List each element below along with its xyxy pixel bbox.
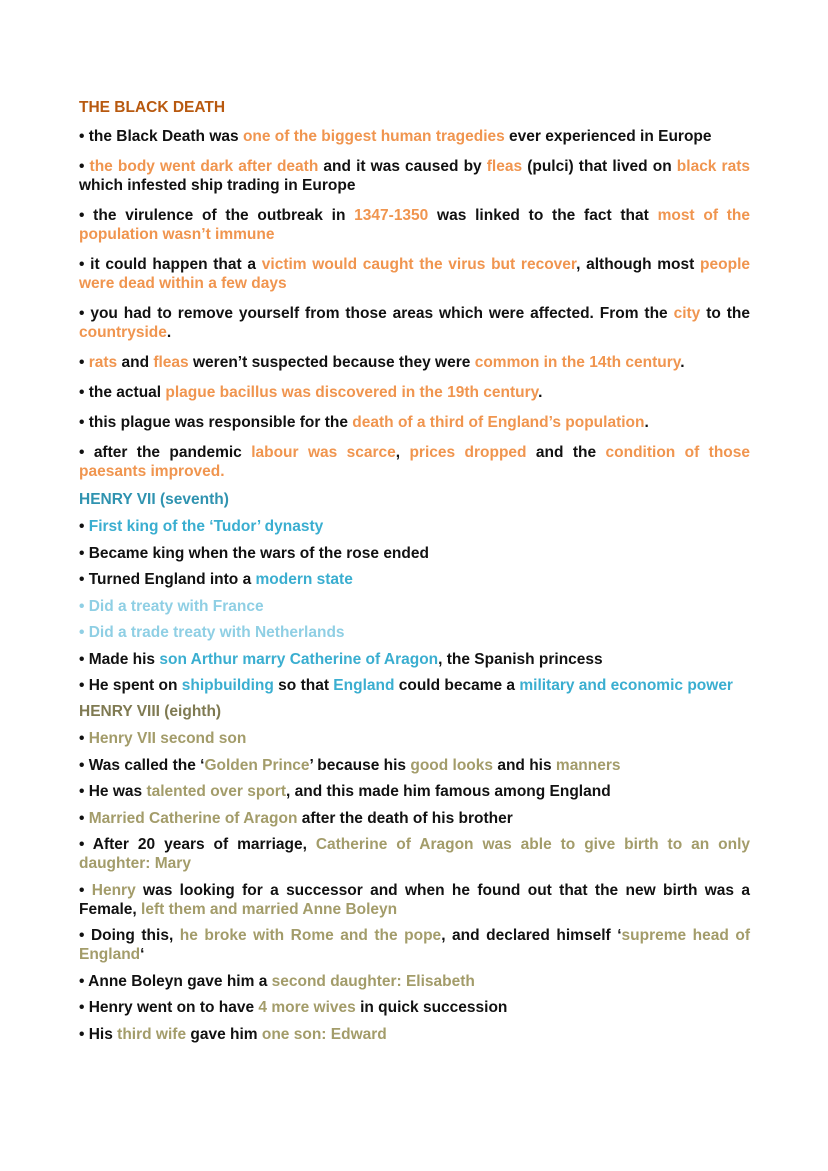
bullet-text: • this plague was responsible for the [79,414,353,431]
highlight-text: shipbuilding [181,677,274,694]
bullet-item [79,443,750,481]
bullet-text: gave him [186,1025,262,1043]
bullet-text: • the virulence of the outbreak in [79,207,355,224]
bullet-text: • you had to remove yourself from those areas which were affected. From the [79,305,674,322]
bullet-item [79,383,750,402]
highlight-text: left them and married Anne Boleyn [141,900,398,918]
bullet-text: and his [493,756,556,774]
bullet-text: . [680,354,685,371]
highlight-text: 1347-1350 [354,207,429,224]
bullet-text: ’ because his [309,756,411,774]
bullet-text: • Turned England into a [79,571,256,588]
highlight-text: England [333,677,395,694]
highlight-text: fleas [153,354,189,371]
bullet-item [79,729,750,748]
bullet-text: and it was caused by [318,158,487,175]
bullet-item [79,809,750,828]
bullet-text: • He was [79,783,147,800]
bullet-text: • Doing this, [79,927,180,944]
bullet-text: • [79,518,89,535]
highlight-text: death of a third of England’s population [352,414,645,431]
henry-vii-list [79,517,750,695]
bullet-text: • After 20 years of marriage, [79,836,316,853]
bullet-item [79,650,750,669]
bullet-item [79,782,750,801]
bullet-item [79,676,750,695]
highlight-text: First king of the ‘Tudor’ dynasty [88,518,324,535]
bullet-item [79,353,750,372]
bullet-text: to the [700,305,750,322]
bullet-text: • Henry went on to have [79,999,259,1016]
bullet-text: weren’t suspected because they were [188,354,475,371]
section-heading-black-death: THE BLACK DEATH [79,99,226,116]
highlight-text: prices dropped [409,444,527,461]
bullet-item [79,623,750,642]
bullet-text: • He spent on [79,677,182,694]
bullet-text: • [79,809,89,827]
highlight-text: condition of those paesants improved. [79,444,750,480]
bullet-text: ever experienced in Europe [504,128,712,145]
bullet-text: , and declared himself ‘ [441,927,622,944]
bullet-text: was looking for a successor and when he found out that the new birth was a Female, [79,881,750,918]
bullet-text: • [79,881,92,899]
bullet-text: was linked to the fact that [428,207,658,224]
highlight-text: people were dead within a few days [79,256,750,292]
section-heading-henry-viii: HENRY VIII (eighth) [79,703,222,720]
bullet-text: . [166,324,172,341]
bullet-item [79,157,750,195]
bullet-item [79,517,750,536]
bullet-item [79,972,750,991]
highlight-text: most of the population wasn’t immune [79,207,750,243]
bullet-item [79,544,750,563]
highlight-text: Catherine of Aragon was able to give birth to an only daughter: Mary [79,836,750,872]
document-page [79,98,750,1044]
bullet-item [79,756,750,775]
bullet-text: after the death of his brother [297,809,513,827]
highlight-text: black rats [676,158,750,175]
highlight-text: countryside [79,324,167,341]
bullet-text: • the Black Death was [79,128,243,145]
highlight-text: city [673,305,701,322]
highlight-text: son Arthur marry Catherine of Aragon [159,650,439,668]
section-black-death [79,98,750,481]
bullet-text: which infested ship trading in Europe [79,177,356,194]
highlight-text: 4 more wives [258,999,356,1016]
section-henry-viii [79,702,750,1044]
highlight-text: Golden Prince [204,756,310,774]
highlight-text: third wife [117,1025,187,1043]
bullet-text: • after the pandemic [79,444,252,461]
highlight-text: one son: Edward [261,1025,387,1043]
highlight-text: he broke with Rome and the pope [179,927,442,944]
bullet-text: in quick succession [355,999,508,1016]
highlight-text: one of the biggest human tragedies [242,128,505,145]
highlight-text: good looks [410,756,494,774]
bullet-text: and the [526,444,606,461]
highlight-text: Henry VII second son [88,730,247,747]
bullet-text: • it could happen that a [79,256,262,273]
bullet-item [79,570,750,589]
highlight-text: Did a trade treaty with Netherlands [88,624,345,641]
bullet-item [79,881,750,919]
highlight-text: talented over sport [146,783,286,800]
bullet-text: . [644,414,649,431]
bullet-item [79,998,750,1017]
highlight-text: common in the 14th century [474,354,681,371]
bullet-text: • the actual [79,384,166,401]
highlight-text: rats [88,354,118,371]
bullet-item [79,926,750,964]
bullet-item [79,255,750,293]
bullet-item [79,206,750,244]
bullet-text: could became a [394,677,520,694]
bullet-item [79,413,750,432]
highlight-text: military and economic power [519,677,733,694]
section-heading-henry-vii: HENRY VII (seventh) [79,491,229,508]
bullet-text: • Anne Boleyn gave him a [79,972,272,990]
bullet-text: , although most [576,256,701,273]
bullet-text: • [79,730,89,747]
bullet-text: , and this made him famous among England [286,783,611,800]
bullet-text: (pulci) that lived on [522,158,677,175]
section-henry-vii [79,490,750,695]
bullet-text: • [79,158,90,175]
bullet-text: • Was called the ‘ [79,756,205,774]
bullet-text: and [117,354,154,371]
bullet-text: • Made his [79,650,160,668]
highlight-text: Henry [91,881,136,899]
bullet-item [79,835,750,873]
highlight-text: • [79,624,89,641]
highlight-text: plague bacillus was discovered in the 19th century [165,384,539,401]
highlight-text: supreme head of England [79,927,750,963]
bullet-text: , [395,444,410,461]
highlight-text: labour was scarce [251,444,396,461]
bullet-item [79,127,750,146]
bullet-text: • Became king when the wars of the rose ended [79,544,429,562]
bullet-text: • His [79,1025,118,1043]
bullet-text: . [538,384,543,401]
bullet-item [79,597,750,616]
bullet-text: , the Spanish princess [438,650,603,668]
highlight-text: victim would caught the virus but recover [261,256,577,273]
highlight-text: modern state [255,571,353,588]
highlight-text: fleas [486,158,523,175]
highlight-text: Married Catherine of Aragon [88,809,298,827]
highlight-text: • [79,597,89,615]
bullet-text: so that [273,677,334,694]
highlight-text: Did a treaty with France [88,597,264,615]
highlight-text: manners [555,756,621,774]
highlight-text: second daughter: Elisabeth [271,972,475,990]
bullet-item [79,304,750,342]
henry-viii-list [79,729,750,1044]
black-death-list [79,127,750,481]
bullet-text: ‘ [140,946,145,963]
bullet-text: • [79,354,89,371]
bullet-item [79,1025,750,1044]
highlight-text: the body went dark after death [89,158,319,175]
